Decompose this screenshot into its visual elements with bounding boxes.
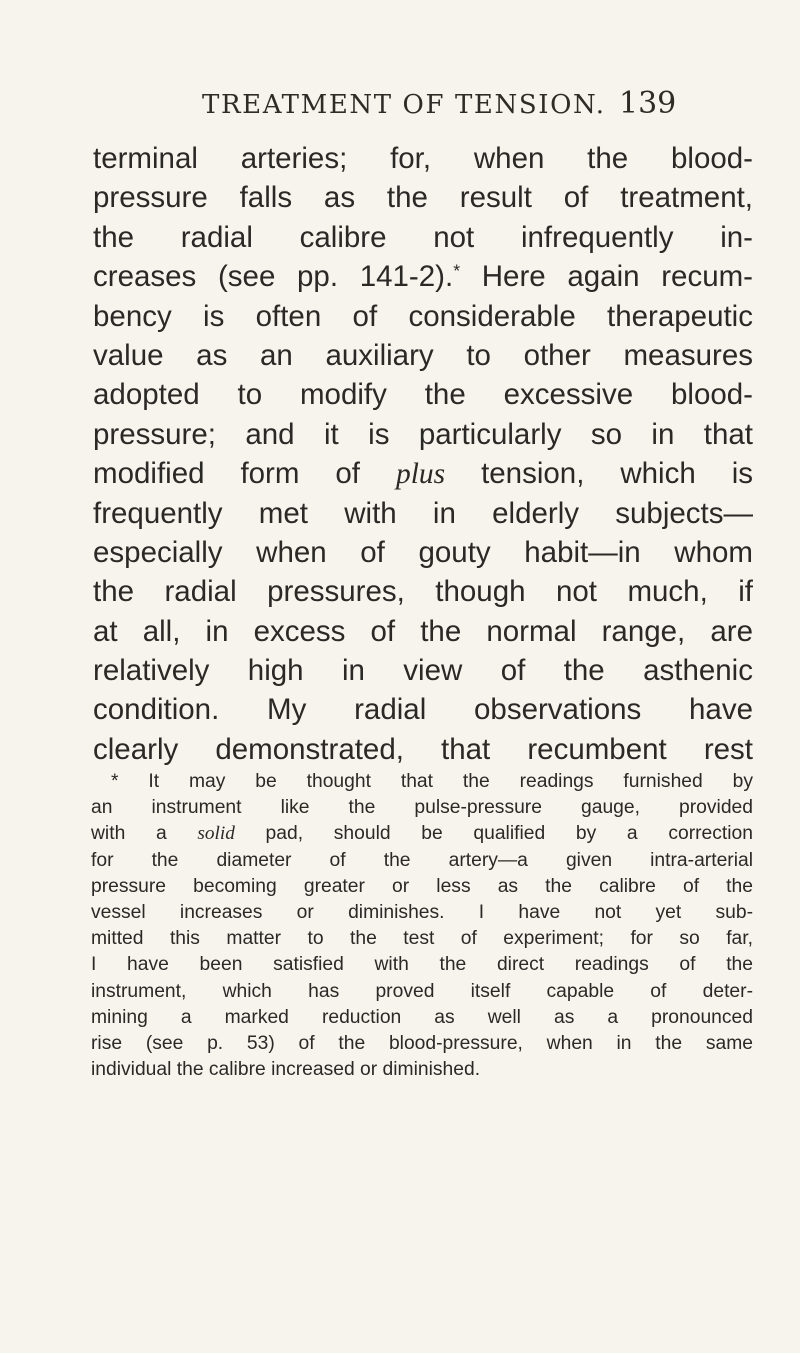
footnote-line: * It may be thought that the readings furnished by	[111, 771, 753, 792]
text-line: at all, in excess of the normal range, are	[93, 614, 753, 648]
text-line: pressure falls as the result of treatment,	[93, 181, 753, 215]
italic-word: solid	[197, 823, 235, 845]
text-segment: Here again recum-	[460, 260, 754, 294]
footnote-line: individual the calibre increased or diminished.	[91, 1059, 481, 1081]
text-line	[93, 454, 753, 493]
text-line: value as an auxiliary to other measures	[93, 338, 753, 372]
text-line: terminal arteries; for, when the blood-	[93, 142, 753, 175]
page-number: 139	[619, 86, 677, 121]
text-line: pressure; and it is particularly so in that	[93, 417, 753, 451]
main-text	[93, 139, 753, 769]
footnote	[91, 769, 753, 1083]
running-head: TREATMENT OF TENSION.	[202, 90, 606, 120]
text-line: especially when of gouty habit—in whom	[93, 535, 753, 569]
footnote-line: rise (see p. 53) of the blood-pressure, when in the same	[91, 1032, 753, 1054]
text-line: the radial pressures, though not much, if	[93, 575, 753, 609]
text-segment: tension, which is	[445, 457, 753, 491]
text-line: relatively high in view of the asthenic	[93, 654, 753, 688]
text-line: condition. My radial observations have	[93, 693, 753, 727]
footnote-line: I have been satisfied with the direct readings of the	[91, 954, 753, 976]
footnote-line: pressure becoming greater or less as the calibre of the	[91, 875, 753, 897]
footnote-line: for the diameter of the artery—a given intra-arterial	[91, 849, 753, 871]
text-segment: with a	[91, 823, 198, 845]
text-line: the radial calibre not infrequently in-	[93, 220, 753, 254]
text-line: adopted to modify the excessive blood-	[93, 378, 753, 412]
text-line: bency is often of considerable therapeutic	[93, 299, 753, 333]
text-segment: pad, should be qualified by a correction	[234, 823, 753, 845]
text-line	[93, 257, 753, 296]
footnote-line	[91, 821, 753, 847]
footnote-marker: *	[453, 260, 461, 281]
text-segment: modified form of	[93, 457, 396, 491]
text-line: frequently met with in elderly subjects—	[93, 496, 753, 530]
footnote-line: vessel increases or diminishes. I have not yet sub-	[91, 901, 753, 923]
text-segment: creases (see pp. 141-2).	[93, 260, 454, 294]
italic-word: plus	[395, 458, 446, 491]
footnote-line: mitted this matter to the test of experiment; for so far,	[91, 928, 753, 950]
footnote-line: mining a marked reduction as well as a pronounced	[91, 1006, 753, 1028]
text-line: clearly demonstrated, that recumbent rest	[93, 732, 753, 766]
footnote-line: instrument, which has proved itself capable of deter-	[91, 980, 753, 1002]
footnote-line: an instrument like the pulse-pressure gauge, provided	[91, 797, 753, 819]
page-header	[0, 86, 800, 126]
